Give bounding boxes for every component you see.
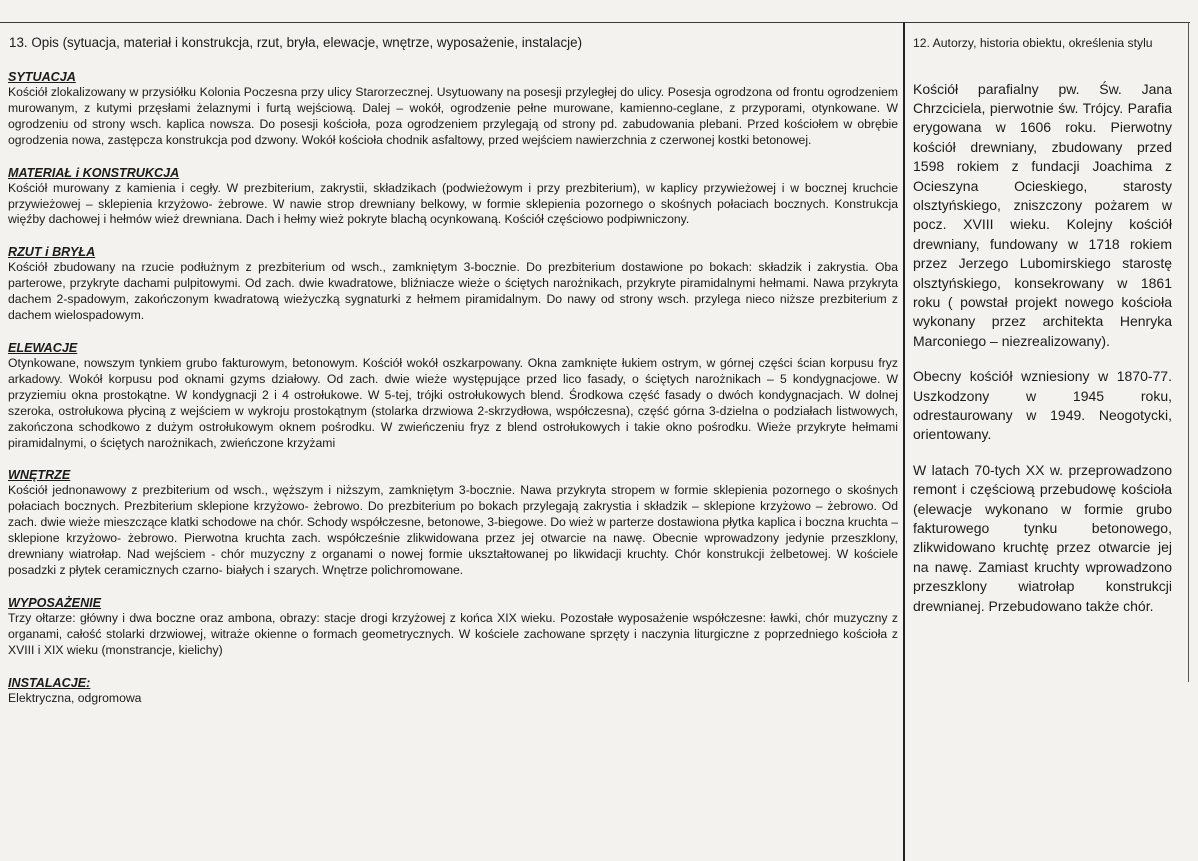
history-paragraph: Kościół parafialny pw. Św. Jana Chrzciciela, pierwotnie św. Trójcy. Parafia erygowana w 1606 roku. Pierwotny kościół drewniany, zbudowany przed 1598 rokiem z fundacji Joachima z Ocieszyna Ocieskiego, starosty olsztyńskiego, zniszczony pożarem w pocz. XVIII wieku. Kolejny kościół drewniany, fundowany w 1718 rokiem przez Jerzego Lubomirskiego starostę olsztyńskiego, konsekrowany w 1861 roku ( powstał projekt nowego kościoła wykonany przez architekta Henryka Marconiego – niezrealizowany).	[913, 80, 1172, 349]
section-wyposazenie	[8, 596, 898, 659]
section-wnetrze	[8, 468, 898, 578]
section-body: Kościół murowany z kamienia i cegły. W prezbiterium, zakrystii, składzikach (podwieżowym i przy prezbiterium), w kaplicy przywieżowej i w bocznej kruchcie przywieżowej – sklepienia krzyżowo- żebrowe. W nawie strop drewniany belkowy, w formie sklepienia pozornego o skośnych połaciach bocznych. Konstrukcja więźby dachowej i hełmów wież drewniana. Dach i hełmy wież pokryte blachą ocynkowaną. Kościół częściowo podpiwniczony.	[8, 180, 898, 227]
column-divider	[903, 22, 905, 861]
table-right-border	[1188, 22, 1189, 682]
section-rzut-bryla	[8, 245, 898, 324]
section-body: Otynkowane, nowszym tynkiem grubo fakturowym, betonowym. Kościół wokół oszkarpowany. Okna zamknięte łukiem ostrym, w górnej części ścian korpusu fryz arkadowy. Wokół korpusu pod oknami gzyms działowy. Od zach. dwie wieże występujące przed lico fasady, o ściętych narożnikach – 5 kondygnacjowe. W przyziemiu okna prostokątne. W kondygnacji 2 i 4 ostrołukowe. W 5-tej, trójki ostrołukowych blend. Środkowa część fasady o dwóch kondygnacjach. W dolnej szeroka, ostrołukowa płyciną z wejściem w wykroju prostokątnym (stolarka drzwiowa 2-skrzydłowa, współczesna), część górna 3-dzielna o podziałach listwowych, zakończona schodkowo z dużym ostrołukowym oknem pośrodku. W zwieńczeniu fryz z blend ostrołukowych i takie okno pośrodku. Wieże przykryte hełmami piramidalnymi, o ściętych narożnikach, zwieńczone krzyżami	[8, 355, 898, 450]
history-paragraph: W latach 70-tych XX w. przeprowadzono remont i częściową przebudowę kościoła (elewacje wykonano w formie grubo fakturowego tynku betonowego, zlikwidowano kruchtę przez otwarcie jej na nawę. Zamiast kruchty wprowadzono przeszklony wiatrołap konstrukcji drewnianej. Przebudowano także chór.	[913, 461, 1172, 614]
section-body: Kościół zbudowany na rzucie podłużnym z prezbiterium od wsch., zamkniętym 3-bocznie. Do prezbiterium dostawione po bokach: składzik i zakrystia. Oba parterowe, przykryte dachami pulpitowymi. Od zach. dwie kwadratowe, bliźniacze wieże o ściętych narożnikach, przykryte piramidalnymi hełmami. Nawa przykryta dachem 2-spadowym, zakończonym kwadratową wieżyczką sygnaturki z hełmem piramidalnym. Do nawy od strony wsch. przylega nieco niższe prezbiterium z dachem wielospadowym.	[8, 260, 898, 323]
section-title: MATERIAŁ i KONSTRUKCJA	[8, 165, 180, 180]
description-heading: 13. Opis (sytuacja, materiał i konstrukcja, rzut, bryła, elewacje, wnętrze, wyposażenie, instalacje)	[9, 35, 583, 50]
table-top-border	[0, 22, 1190, 23]
section-body: Trzy ołtarze: główny i dwa boczne oraz ambona, obrazy: stacje drogi krzyżowej z końca XIX wieku. Pozostałe wyposażenie współczesne: ławki, chór muzyczny z organami, całość stolarki drzwiowej, witraże okienne o formach geometrycznych. W kościele zachowane sprzęty i naczynia liturgiczne z poprzedniego kościoła z XVIII i XIX wieku (monstrancje, kielichy)	[8, 610, 898, 657]
section-title: SYTUACJA	[8, 70, 76, 84]
section-title: ELEWACJE	[8, 340, 78, 355]
section-title: WNĘTRZE	[8, 468, 71, 483]
section-material-konstrukcja	[8, 166, 898, 229]
section-sytuacja	[8, 70, 898, 149]
section-instalacje	[8, 676, 898, 707]
section-title: INSTALACJE:	[8, 675, 91, 690]
history-column	[913, 36, 1172, 632]
section-body: Kościół jednonawowy z prezbiterium od wsch., węższym i niższym, zamkniętym 3-bocznie. Nawa przykryta stropem w formie sklepienia pozornego o skośnych połaciach bocznych. Prezbiterium sklepione krzyżowo- żebrowo. Do prezbiterium po bokach przylegają zakrystia i składzik – sklepione krzyżowo – żebrowo. Od zach. dwie wieże mieszczące klatki schodowe na chór. Schody współczesne, betonowe, 3-biegowe. Do wież w parterze dostawiona płytka kaplica i boczna kruchta – sklepione krzyżowo- żebrowo. Pierwotna kruchta zach. współcześnie zlikwidowana przez jej otwarcie na nawę. Obecnie wprowadzony jedynie przeszklony, drewniany wiatrołap. Nad wejściem - chór muzyczny z organami o nowej formie ukształtowanej po likwidacji kruchty. Chór konstrukcji żelbetowej. W kościele posadzki z płytek ceramicznych czarno- białych i szarych. Wnętrze polichromowane.	[8, 483, 898, 577]
section-title: RZUT i BRYŁA	[8, 245, 96, 260]
section-body: Kościół zlokalizowany w przysiółku Kolonia Poczesna przy ulicy Starorzecznej. Usytuowany na posesji przyległej do ulicy. Posesja ogrodzona od frontu ogrodzeniem murowanym, z kutymi przęsłami żelaznymi i furtą wejściową. Dalej – wokół, ogrodzenie pełne murowane, kamienno-ceglane, z przyporami, otynkowane. W ogrodzeniu od strony wsch. kaplica nowsza. Do posesji kościoła, poza ogrodzeniem przylegają od strony pd. zabudowania plebani. Przed kościołem w obrębie ogrodzenia nowa, zastępcza konstrukcja pod dzwony. Wokół kościoła chodnik asfaltowy, przed wejściem nawierzchnia z czerwonej kostki betonowej.	[8, 85, 898, 147]
section-title: WYPOSAŻENIE	[8, 595, 102, 610]
history-heading: 12. Autorzy, historia obiektu, określenia stylu	[913, 36, 1153, 50]
section-elewacje	[8, 341, 898, 451]
description-column	[8, 34, 898, 723]
section-body: Elektryczna, odgromowa	[8, 690, 142, 705]
history-paragraph: Obecny kościół wzniesiony w 1870-77. Uszkodzony w 1945 roku, odrestaurowany w 1949. Neogotycki, orientowany.	[913, 368, 1172, 443]
